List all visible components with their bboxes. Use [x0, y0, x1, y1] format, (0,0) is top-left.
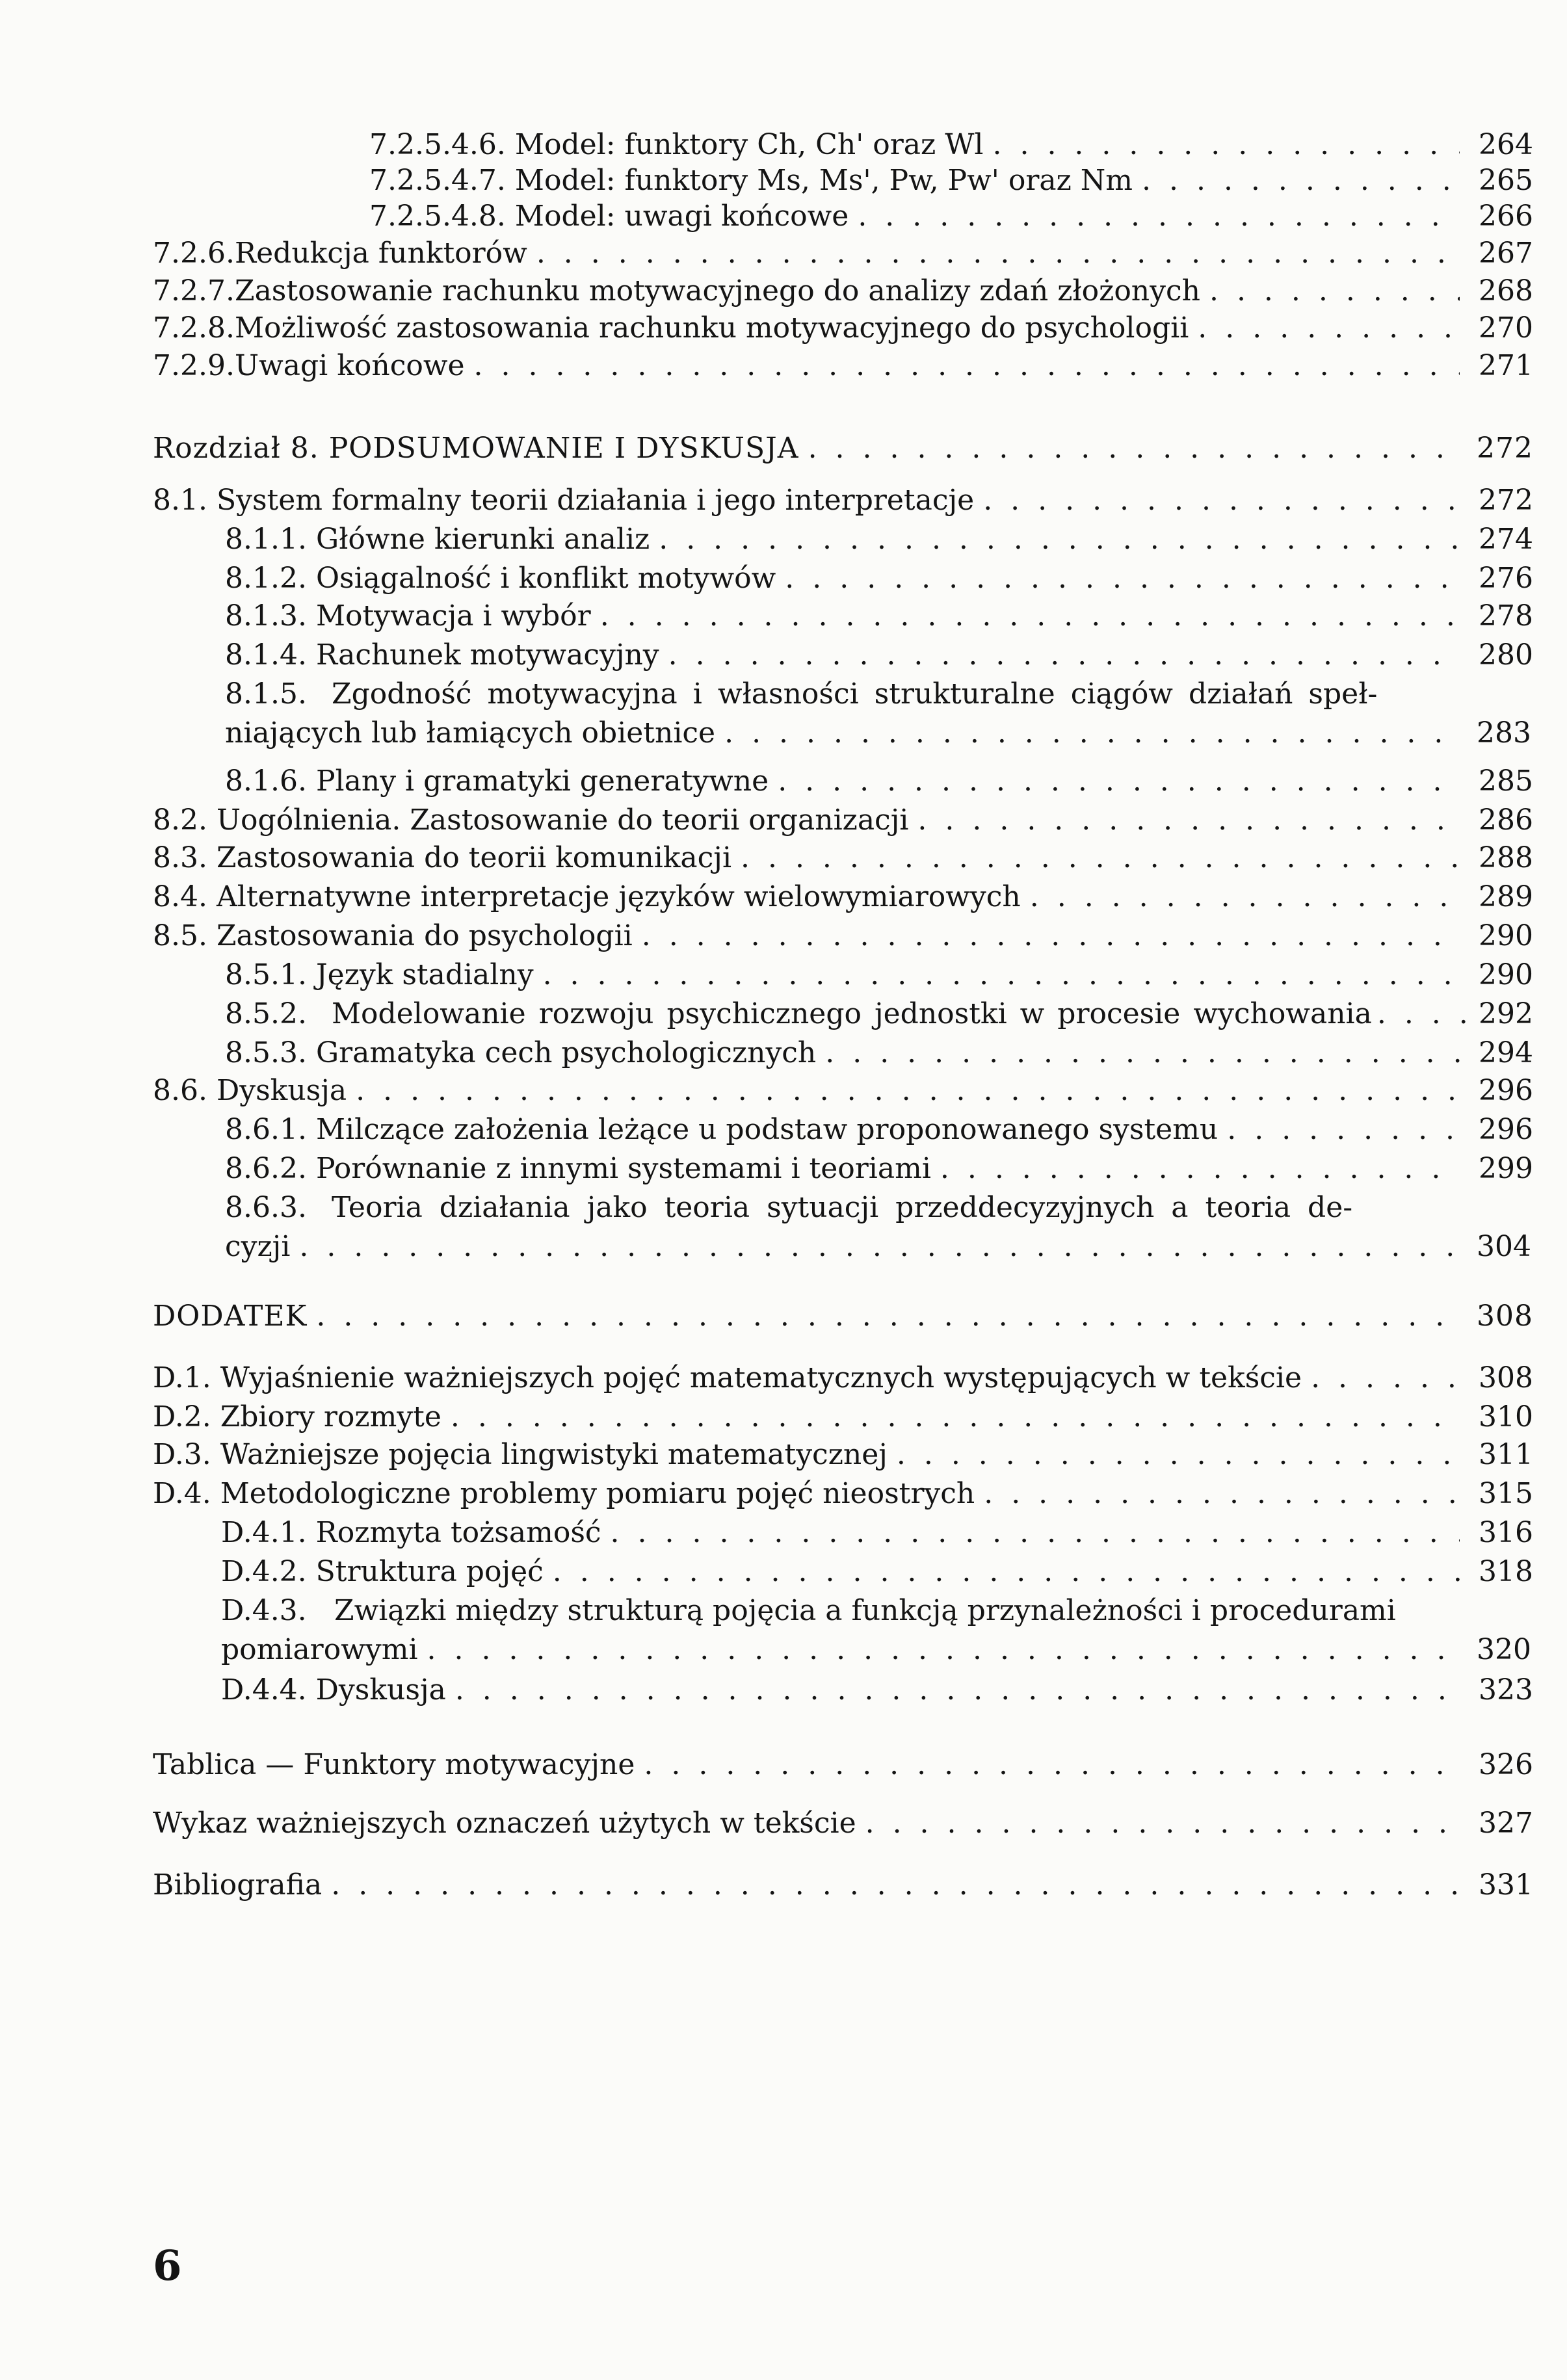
- toc-entry-multiline[interactable]: [225, 1188, 1533, 1266]
- dot-leader: [611, 1513, 1460, 1552]
- entry-number: 8.5.1.: [225, 958, 307, 991]
- entry-title: Model: funktory Ch, Ch' oraz Wl: [514, 128, 984, 161]
- entry-title: Model: uwagi końcowe: [514, 200, 849, 233]
- entry-number: D.4.: [153, 1477, 211, 1510]
- dot-leader: [427, 1630, 1458, 1669]
- dot-leader: [724, 714, 1458, 753]
- entry-number: 8.5.2.: [225, 997, 307, 1030]
- entry-title: Główne kierunki analiz: [315, 523, 650, 556]
- page-number: 268: [1479, 274, 1533, 307]
- page-number: 320: [1477, 1633, 1531, 1666]
- dot-leader: [553, 1552, 1460, 1591]
- entry-title: Zbiory rozmyte: [220, 1400, 441, 1433]
- dot-leader: [600, 597, 1460, 636]
- toc-entry[interactable]: [369, 161, 1533, 200]
- toc-entry[interactable]: [221, 1552, 1533, 1591]
- entry-number: Rozdział 8.: [153, 432, 319, 465]
- toc-chapter-entry[interactable]: [153, 429, 1533, 468]
- toc-entry[interactable]: [153, 347, 1533, 386]
- entry-number: 8.1.5.: [225, 677, 307, 711]
- toc-section-entry[interactable]: [153, 1297, 1533, 1336]
- entry-title: Zastosowania do psychologii: [216, 919, 633, 952]
- toc-entry-multiline[interactable]: [221, 1591, 1533, 1669]
- entry-title: Gramatyka cech psychologicznych: [315, 1036, 817, 1069]
- entry-number: D.1.: [153, 1361, 211, 1394]
- entry-first-line: [225, 675, 1469, 714]
- entry-title: Dyskusja: [216, 1074, 347, 1107]
- entry-title: Dyskusja: [315, 1673, 446, 1707]
- entry-title: Porównanie z innymi systemami i teoriami: [315, 1152, 931, 1185]
- page-number: 283: [1477, 716, 1531, 750]
- entry-title: Struktura pojęć: [315, 1555, 544, 1588]
- toc-entry[interactable]: [153, 1398, 1533, 1437]
- page-number: 315: [1479, 1477, 1533, 1510]
- toc-entry[interactable]: [369, 125, 1533, 164]
- entry-title: Zastosowania do teorii komunikacji: [216, 841, 732, 874]
- dot-leader: [808, 429, 1460, 468]
- entry-number: 8.6.: [153, 1074, 207, 1107]
- toc-backmatter-entry[interactable]: [153, 1866, 1533, 1905]
- toc-entry[interactable]: [225, 636, 1533, 675]
- entry-number: 8.1.4.: [225, 638, 307, 672]
- entry-number: 8.6.1.: [225, 1113, 307, 1146]
- page-number: 278: [1479, 599, 1533, 633]
- entry-number: D.3.: [153, 1438, 211, 1471]
- toc-entry[interactable]: [153, 309, 1533, 348]
- dot-leader: [543, 956, 1460, 995]
- toc-entry[interactable]: [225, 1110, 1533, 1149]
- page-number: 272: [1479, 484, 1533, 517]
- page-number: 318: [1479, 1555, 1533, 1588]
- entry-second-line: [225, 714, 1469, 753]
- page-number: 289: [1479, 880, 1533, 913]
- entry-title: Teoria działania jako teoria sytuacji przeddecyzyjnych a teoria de-: [332, 1191, 1353, 1224]
- dot-leader: [1377, 995, 1471, 1034]
- entry-number: 8.2.: [153, 804, 207, 837]
- dot-leader: [299, 1227, 1458, 1266]
- toc-backmatter-entry[interactable]: [153, 1804, 1533, 1843]
- page-number: 272: [1477, 432, 1533, 465]
- toc-entry[interactable]: [225, 1149, 1533, 1188]
- toc-entry[interactable]: [153, 234, 1533, 273]
- entry-number: 8.5.3.: [225, 1036, 307, 1069]
- toc-entry[interactable]: [221, 1513, 1533, 1552]
- page-number: 323: [1479, 1673, 1533, 1707]
- toc-backmatter-entry[interactable]: [153, 1746, 1533, 1785]
- dot-leader: [993, 125, 1460, 164]
- toc-entry[interactable]: [221, 1671, 1533, 1710]
- page-number: 267: [1479, 237, 1533, 270]
- dot-leader: [659, 520, 1460, 559]
- dot-leader: [825, 1034, 1460, 1073]
- entry-title: Uwagi końcowe: [235, 349, 465, 382]
- entry-title: Zastosowanie rachunku motywacyjnego do analizy zdań złożonych: [235, 274, 1200, 307]
- dot-leader: [356, 1071, 1460, 1110]
- entry-title: Zgodność motywacyjna i własności strukturalne ciągów działań speł-: [332, 677, 1378, 711]
- entry-second-line: [221, 1630, 1469, 1669]
- page-number: 292: [1479, 997, 1533, 1030]
- entry-title: Redukcja funktorów: [235, 237, 527, 270]
- entry-title: DODATEK: [153, 1300, 308, 1333]
- page-number: 308: [1477, 1300, 1533, 1333]
- dot-leader: [451, 1398, 1460, 1437]
- page-number: 264: [1479, 128, 1533, 161]
- dot-leader: [785, 559, 1460, 598]
- entry-title: Bibliografia: [153, 1868, 323, 1902]
- dot-leader: [983, 481, 1460, 520]
- entry-title: PODSUMOWANIE I DYSKUSJA: [328, 432, 799, 465]
- toc-entry[interactable]: [153, 1435, 1533, 1474]
- toc-entry[interactable]: [153, 272, 1533, 311]
- page-number: 316: [1479, 1516, 1533, 1549]
- dot-leader: [668, 636, 1460, 675]
- page-number: 290: [1479, 958, 1533, 991]
- dot-leader: [644, 1746, 1460, 1785]
- toc-entry[interactable]: [225, 559, 1533, 598]
- entry-title-continued: niających lub łamiących obietnice: [225, 716, 716, 750]
- entry-title: Osiągalność i konflikt motywów: [315, 562, 776, 595]
- toc-entry[interactable]: [153, 917, 1533, 956]
- entry-title: System formalny teorii działania i jego interpretacje: [216, 484, 975, 517]
- entry-title: Model: funktory Ms, Ms', Pw, Pw' oraz Nm: [514, 164, 1133, 197]
- dot-leader: [474, 347, 1460, 386]
- entry-title: Związki między strukturą pojęcia a funkcją przynależności i procedurami: [334, 1594, 1396, 1627]
- page-number: 265: [1479, 164, 1533, 197]
- dot-leader: [1142, 161, 1460, 200]
- entry-title: Uogólnienia. Zastosowanie do teorii organizacji: [216, 804, 909, 837]
- entry-number: 8.6.2.: [225, 1152, 307, 1185]
- page-number: 331: [1479, 1868, 1533, 1902]
- entry-number: 8.4.: [153, 880, 207, 913]
- page-number: 311: [1479, 1438, 1533, 1471]
- entry-title: Modelowanie rozwoju psychicznego jednostki w procesie wychowania: [332, 997, 1372, 1030]
- entry-first-line: [225, 1188, 1469, 1227]
- page-number: 327: [1479, 1807, 1533, 1840]
- page-number: 274: [1479, 523, 1533, 556]
- entry-title: Wyjaśnienie ważniejszych pojęć matematycznych występujących w tekście: [220, 1361, 1302, 1394]
- dot-leader: [897, 1435, 1460, 1474]
- page-number: 285: [1479, 765, 1533, 798]
- entry-text-block: [225, 675, 1469, 753]
- entry-number: 8.1.3.: [225, 599, 307, 633]
- page-number: 308: [1479, 1361, 1533, 1394]
- entry-number: 7.2.8.: [153, 311, 235, 345]
- entry-number: 7.2.7.: [153, 274, 235, 307]
- page-number: 276: [1479, 562, 1533, 595]
- entry-number: 7.2.9.: [153, 349, 235, 382]
- entry-number: 8.1.2.: [225, 562, 307, 595]
- entry-number: D.2.: [153, 1400, 211, 1433]
- entry-title-continued: cyzji: [225, 1230, 291, 1263]
- entry-number: D.4.3.: [221, 1594, 307, 1627]
- page-number: 304: [1477, 1230, 1531, 1263]
- toc-entry[interactable]: [225, 520, 1533, 559]
- dot-leader: [536, 234, 1460, 273]
- entry-number: 7.2.5.4.8.: [369, 200, 506, 233]
- toc-entry[interactable]: [153, 878, 1533, 917]
- entry-title: Milczące założenia leżące u podstaw proponowanego systemu: [315, 1113, 1218, 1146]
- dot-leader: [1311, 1359, 1460, 1398]
- dot-leader: [1198, 309, 1460, 348]
- dot-leader: [1227, 1110, 1460, 1149]
- entry-number: 8.6.3.: [225, 1191, 307, 1224]
- page-number: 296: [1479, 1113, 1533, 1146]
- toc-entry[interactable]: [153, 1359, 1533, 1398]
- entry-number: 7.2.6.: [153, 237, 235, 270]
- dot-leader: [642, 917, 1460, 956]
- entry-text-block: [221, 1591, 1469, 1669]
- entry-title: Tablica — Funktory motywacyjne: [153, 1748, 635, 1781]
- toc-entry[interactable]: [225, 956, 1533, 995]
- page-number: 288: [1479, 841, 1533, 874]
- dot-leader: [858, 197, 1460, 236]
- page-number: 326: [1479, 1748, 1533, 1781]
- page-number: 270: [1479, 311, 1533, 345]
- toc-entry[interactable]: [153, 1474, 1533, 1513]
- dot-leader: [1030, 878, 1460, 917]
- page-number: 294: [1479, 1036, 1533, 1069]
- page-number: 299: [1479, 1152, 1533, 1185]
- toc-entry[interactable]: [369, 197, 1533, 236]
- entry-title-continued: pomiarowymi: [221, 1633, 418, 1666]
- dot-leader: [331, 1866, 1460, 1905]
- page-folio-number: 6: [153, 2242, 182, 2290]
- page-number: 266: [1479, 200, 1533, 233]
- entry-title: Motywacja i wybór: [315, 599, 591, 633]
- entry-number: 8.1.6.: [225, 765, 307, 798]
- page-number: 296: [1479, 1074, 1533, 1107]
- entry-title: Rozmyta tożsamość: [315, 1516, 601, 1549]
- toc-entry[interactable]: [225, 762, 1533, 801]
- entry-title: Ważniejsze pojęcia lingwistyki matematycznej: [220, 1438, 888, 1471]
- entry-number: 7.2.5.4.7.: [369, 164, 506, 197]
- dot-leader: [917, 801, 1460, 840]
- toc-entry[interactable]: [153, 801, 1533, 840]
- page-number: 286: [1479, 804, 1533, 837]
- toc-entry[interactable]: [225, 597, 1533, 636]
- page-number: 271: [1479, 349, 1533, 382]
- entry-title: Wykaz ważniejszych oznaczeń użytych w tekście: [153, 1807, 856, 1840]
- entry-number: 7.2.5.4.6.: [369, 128, 506, 161]
- entry-title: Możliwość zastosowania rachunku motywacyjnego do psychologii: [235, 311, 1189, 345]
- dot-leader: [455, 1671, 1460, 1710]
- page-number: 290: [1479, 919, 1533, 952]
- entry-first-line: [221, 1591, 1469, 1630]
- entry-title: Język stadialny: [315, 958, 534, 991]
- entry-title: Plany i gramatyki generatywne: [315, 765, 769, 798]
- entry-number: D.4.1.: [221, 1516, 307, 1549]
- dot-leader: [940, 1149, 1460, 1188]
- dot-leader: [741, 839, 1460, 878]
- entry-number: D.4.2.: [221, 1555, 307, 1588]
- dot-leader: [984, 1474, 1460, 1513]
- entry-title: Alternatywne interpretacje języków wielowymiarowych: [216, 880, 1021, 913]
- page-number: 280: [1479, 638, 1533, 672]
- entry-title: Rachunek motywacyjny: [315, 638, 659, 672]
- toc-entry[interactable]: [153, 839, 1533, 878]
- dot-leader: [778, 762, 1460, 801]
- entry-second-line: [225, 1227, 1469, 1266]
- entry-text-block: [225, 1188, 1469, 1266]
- toc-entry[interactable]: [153, 1071, 1533, 1110]
- entry-number: 8.3.: [153, 841, 207, 874]
- toc-entry[interactable]: [153, 481, 1533, 520]
- entry-number: 8.1.1.: [225, 523, 307, 556]
- toc-entry[interactable]: [225, 1034, 1533, 1073]
- dot-leader: [316, 1297, 1460, 1336]
- dot-leader: [865, 1804, 1460, 1843]
- toc-entry[interactable]: [225, 995, 1533, 1034]
- entry-number: 8.1.: [153, 484, 207, 517]
- page-number: 310: [1479, 1400, 1533, 1433]
- entry-number: D.4.4.: [221, 1673, 307, 1707]
- entry-number: 8.5.: [153, 919, 207, 952]
- toc-entry-multiline[interactable]: [225, 675, 1533, 753]
- dot-leader: [1209, 272, 1460, 311]
- entry-title: Metodologiczne problemy pomiaru pojęć nieostrych: [220, 1477, 975, 1510]
